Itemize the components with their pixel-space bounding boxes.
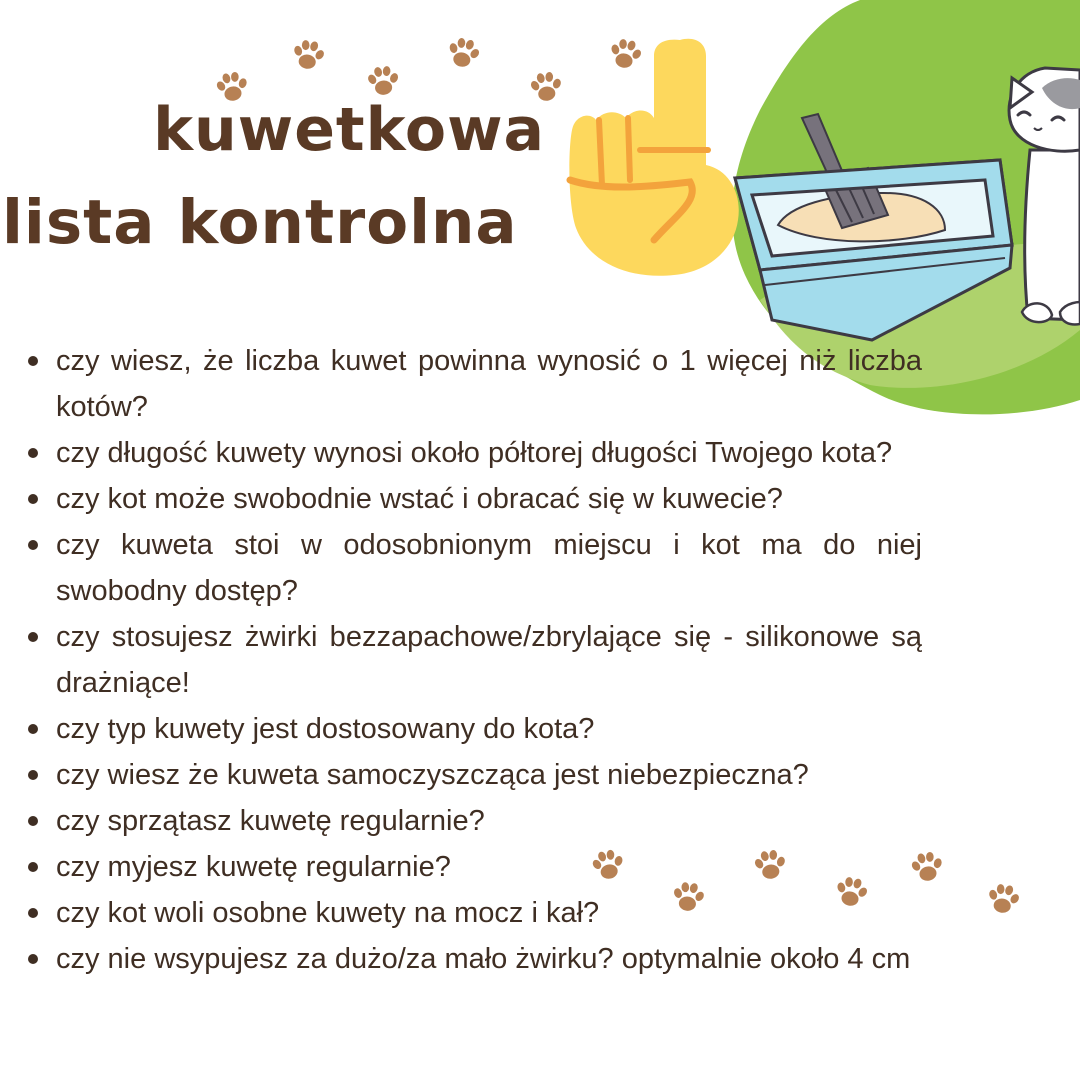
- checklist-item: czy stosujesz żwirki bezzapachowe/zbrylające się - silikonowe są drażniące!: [28, 614, 922, 706]
- pointing-finger-hand: [569, 39, 738, 276]
- checklist-item: czy kuweta stoi w odosobnionym miejscu i kot ma do niej swobodny dostęp?: [28, 522, 922, 614]
- checklist-item: czy nie wsypujesz za dużo/za mało żwirku? optymalnie około 4 cm: [28, 936, 922, 982]
- title-line-1: kuwetkowa: [153, 95, 545, 165]
- checklist-item: czy myjesz kuwetę regularnie?: [28, 844, 922, 890]
- checklist-item: czy typ kuwety jest dostosowany do kota?: [28, 706, 922, 752]
- checklist: [28, 338, 922, 982]
- title-line-2: lista kontrolna: [2, 187, 518, 258]
- checklist-item: czy długość kuwety wynosi około półtorej długości Twojego kota?: [28, 430, 922, 476]
- checklist-item: czy kot woli osobne kuwety na mocz i kał?: [28, 890, 922, 936]
- checklist-item: czy wiesz że kuweta samoczyszcząca jest niebezpieczna?: [28, 752, 922, 798]
- paw-print-icon: [213, 35, 644, 103]
- checklist-item: czy sprzątasz kuwetę regularnie?: [28, 798, 922, 844]
- checklist-item: czy wiesz, że liczba kuwet powinna wynosić o 1 więcej niż liczba kotów?: [28, 338, 922, 430]
- checklist-item: czy kot może swobodnie wstać i obracać się w kuwecie?: [28, 476, 922, 522]
